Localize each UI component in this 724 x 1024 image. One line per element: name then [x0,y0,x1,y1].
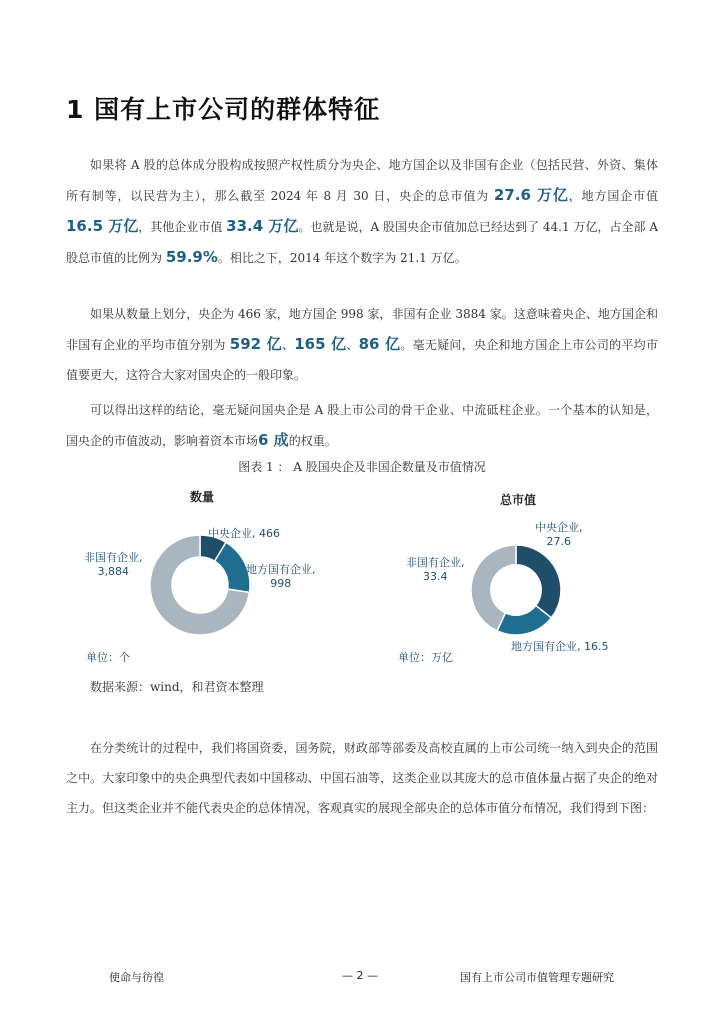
p3-text-1: 可以得出这样的结论，毫无疑问国央企是 A 股上市公司的骨干企业、中流砥柱企业。一个基本的认知是，国央企的市值波动，影响着资本市场 [66,403,658,448]
highlight-avg-other: 86 亿 [358,335,401,353]
label-count-other-value: 3,884 [97,565,129,578]
highlight-central-soe-value: 27.6 万亿 [493,186,569,204]
label-value-other-value: 33.4 [423,570,448,583]
label-count-central: 中央企业, 466 [208,527,280,540]
highlight-avg-local: 165 亿 [294,335,347,353]
label-value-central-name: 中央企业, [535,521,583,534]
data-source: 数据来源：wind，和君资本整理 [90,680,264,694]
p1-text-2: ，地方国企市值 [568,189,658,203]
label-count-local-value: 998 [270,577,292,590]
highlight-avg-central: 592 亿 [229,335,282,353]
chart-title-count: 数量 [190,490,215,504]
donut-chart-count [150,535,250,635]
p2-sep-2: 、 [346,338,359,352]
highlight-other-value: 33.4 万亿 [226,217,299,235]
paragraph-counts [66,299,658,390]
highlight-local-soe-value: 16.5 万亿 [66,217,139,235]
label-count-other-name: 非国有企业, [84,551,143,564]
label-count-other [84,551,143,579]
unit-value: 单位：万亿 [398,651,453,664]
section-heading: 1 国有上市公司的群体特征 [66,95,381,124]
p3-text-2: 的权重。 [288,434,337,448]
highlight-weight: 6 成 [258,431,289,449]
p1-text-3: ，其他企业市值 [138,220,227,234]
label-count-local-name: 地方国有企业, [246,563,316,576]
p2-text-2: 。毫无疑问，央企和地方国企上市公司的平均市值要更大，这符合大家对国央企的一般印象。 [66,338,658,382]
label-value-central [535,521,583,549]
chart-title-value: 总市值 [500,493,537,507]
p2-sep-1: 、 [281,338,295,352]
label-value-central-value: 27.6 [546,535,571,548]
p1-text-4: 。也就是说，A 股国央企市值加总已经达到了 44.1 万亿，占全部 A 股总市值的比例为 [66,220,658,265]
paragraph-classification: 在分类统计的过程中，我们将国资委，国务院，财政部等部委及高校直属的上市公司统一纳入到央企的范围之中。大家印象中的央企典型代表如中国移动、中国石油等，这类企业以其庞大的总市值体量占据了央企的绝对主力。但这类企业并不能代表央企的总体情况，客观真实的展现全部央企的总体市值分布情况，我们得到下图： [66,741,658,815]
paragraph-conclusion [66,395,658,456]
figure-caption: 图表 1 ： A 股国央企及非国企数量及市值情况 [238,460,486,474]
highlight-share-percent: 59.9% [165,248,218,266]
label-value-other-name: 非国有企业, [406,556,465,569]
page-number: — 2 — [342,969,378,982]
label-value-local: 地方国有企业, 16.5 [511,640,609,653]
paragraph-market-value [66,150,658,273]
footer-right: 国有上市公司市值管理专题研究 [460,971,614,984]
p1-text-1: 如果将 A 股的总体成分股构成按照产权性质分为央企、地方国企以及非国有企业（包括民营、外资、集体所有制等，以民营为主），那么截至 2024 年 8 月 30 日，央企的总市值为 [66,158,658,203]
footer-left: 使命与彷徨 [109,971,164,984]
p2-text-1: 如果从数量上划分，央企为 466 家，地方国企 998 家，非国有企业 3884 家。这意味着央企、地方国企和非国有企业的平均市值分别为 [66,307,658,352]
p1-text-5: 。相比之下，2014 年这个数字为 21.1 万亿。 [217,251,467,265]
unit-count: 单位：个 [86,651,130,664]
label-value-other [406,556,465,584]
donut-chart-value [471,545,561,635]
label-count-local [246,563,316,591]
